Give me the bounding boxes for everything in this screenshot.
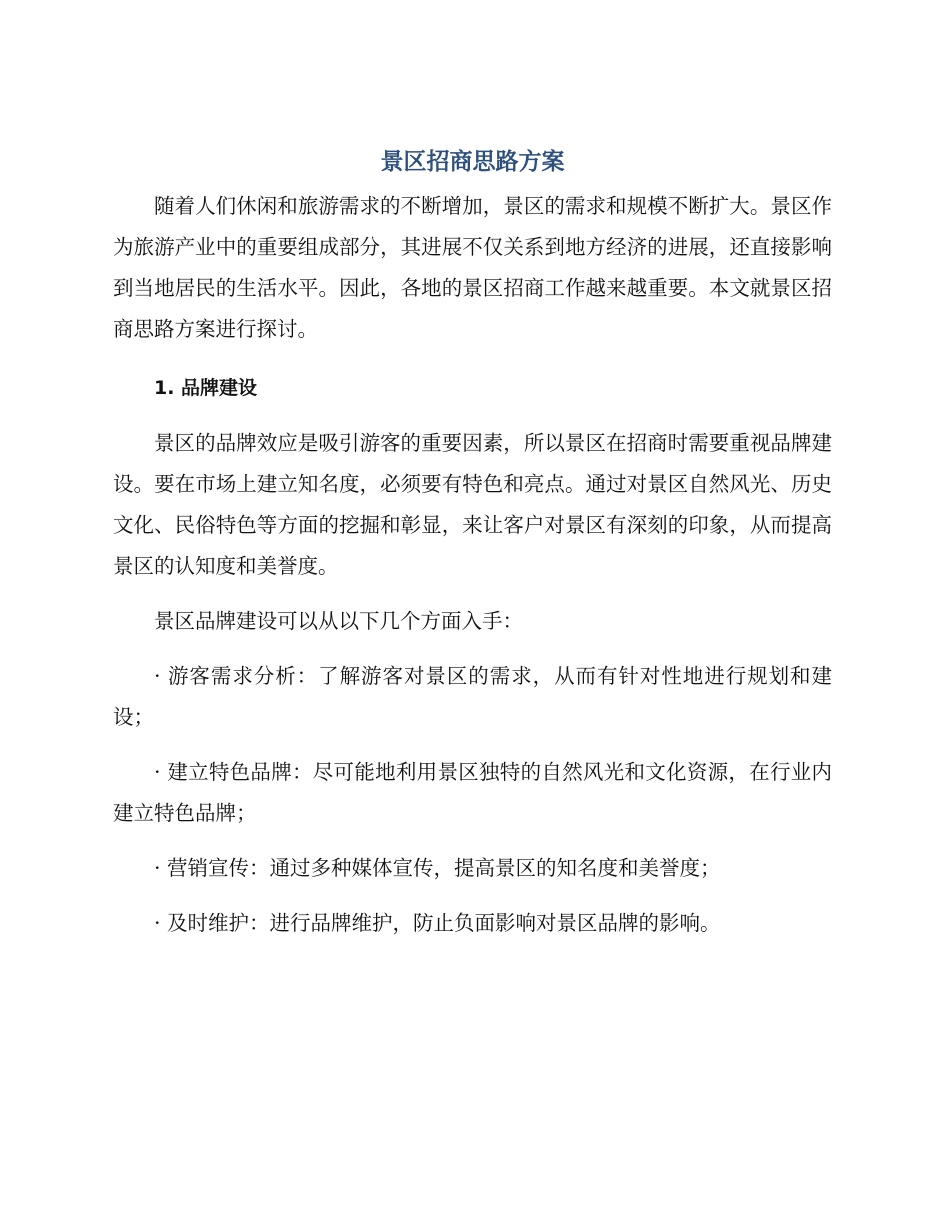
- brand-approach-paragraph: 景区品牌建设可以从以下几个方面入手：: [154, 609, 523, 633]
- bullet-item-maintenance: · 及时维护：进行品牌维护，防止负面影响对景区品牌的影响。: [154, 911, 721, 935]
- document-title: 景区招商思路方案: [380, 149, 565, 175]
- bullet-item-marketing: · 营销宣传：通过多种媒体宣传，提高景区的知名度和美誉度；: [154, 856, 721, 880]
- bullet-item-feature-brand: · 建立特色品牌：尽可能地利用景区独特的自然风光和文化资源，在行业内建立特色品牌；: [113, 760, 832, 825]
- brand-paragraph: 景区的品牌效应是吸引游客的重要因素，所以景区在招商时需要重视品牌建设。要在市场上建立知名度，必须要有特色和亮点。通过对景区自然风光、历史文化、民俗特色等方面的挖掘和彰显，来让客户对景区有深刻的印象，从而提高景区的认知度和美誉度。: [113, 431, 832, 578]
- section-heading-brand: 1. 品牌建设: [154, 377, 258, 399]
- intro-paragraph: 随着人们休闲和旅游需求的不断增加，景区的需求和规模不断扩大。景区作为旅游产业中的重要组成部分，其进展不仅关系到地方经济的进展，还直接影响到当地居民的生活水平。因此，各地的景区招商工作越来越重要。本文就景区招商思路方案进行探讨。: [113, 194, 832, 341]
- bullet-item-visitor-needs: · 游客需求分析：了解游客对景区的需求，从而有针对性地进行规划和建设；: [113, 664, 832, 729]
